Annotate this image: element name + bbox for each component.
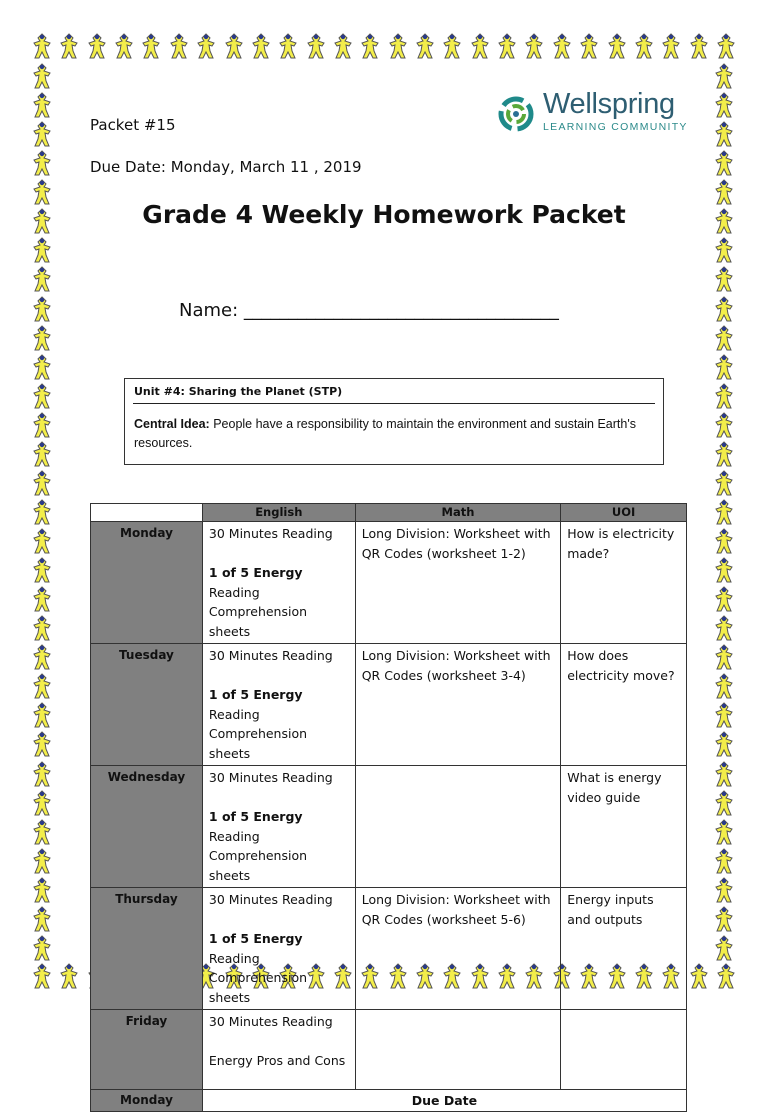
uoi-cell bbox=[561, 1010, 687, 1090]
border-figure-icon bbox=[30, 847, 56, 875]
border-figure-icon bbox=[30, 411, 56, 439]
english-task-detail: Reading Comprehension sheets bbox=[208, 950, 308, 1005]
border-figure-icon bbox=[712, 730, 738, 758]
table-row bbox=[91, 888, 687, 1010]
name-field-line: Name: ___________________________________ bbox=[179, 300, 559, 321]
border-figure-icon bbox=[712, 760, 738, 788]
border-figure-icon bbox=[304, 32, 328, 62]
unit-box bbox=[124, 378, 664, 465]
english-task: 30 Minutes Reading bbox=[208, 770, 333, 785]
border-figure-icon bbox=[712, 876, 738, 904]
border-figure-icon bbox=[30, 643, 56, 671]
due-date: Due Date: Monday, March 11 , 2019 bbox=[90, 158, 362, 176]
logo-wordmark: Wellspring bbox=[543, 88, 675, 120]
day-cell: Monday bbox=[91, 1090, 203, 1112]
math-cell bbox=[355, 766, 560, 888]
math-cell: Long Division: Worksheet with QR Codes (worksheet 1-2) bbox=[355, 522, 560, 644]
english-bold-task: 1 of 5 Energy bbox=[208, 809, 303, 824]
table-row bbox=[91, 766, 687, 888]
border-figure-icon bbox=[30, 91, 56, 119]
logo-subtitle: LEARNING COMMUNITY bbox=[543, 121, 688, 133]
border-figure-icon bbox=[712, 295, 738, 323]
math-cell: Long Division: Worksheet with QR Codes (worksheet 5-6) bbox=[355, 888, 560, 1010]
border-figure-icon bbox=[714, 32, 738, 62]
border-figure-icon bbox=[712, 498, 738, 526]
border-figure-icon bbox=[687, 32, 711, 62]
border-figure-icon bbox=[605, 32, 629, 62]
border-figure-icon bbox=[495, 32, 519, 62]
border-figure-icon bbox=[659, 32, 683, 62]
table-row bbox=[91, 522, 687, 644]
border-figure-icon bbox=[30, 295, 56, 323]
english-cell bbox=[202, 888, 355, 1010]
uoi-cell: What is energy video guide bbox=[561, 766, 687, 888]
border-figure-icon bbox=[249, 32, 273, 62]
border-figure-icon bbox=[712, 905, 738, 933]
border-figure-icon bbox=[30, 672, 56, 700]
border-figure-icon bbox=[139, 32, 163, 62]
border-figure-icon bbox=[712, 672, 738, 700]
column-header-math: Math bbox=[355, 504, 560, 522]
column-header-english: English bbox=[202, 504, 355, 522]
border-figure-icon bbox=[30, 353, 56, 381]
day-cell: Wednesday bbox=[91, 766, 203, 888]
border-figure-icon bbox=[712, 847, 738, 875]
math-cell: Long Division: Worksheet with QR Codes (worksheet 3-4) bbox=[355, 644, 560, 766]
unit-divider bbox=[133, 403, 655, 404]
border-figure-icon bbox=[30, 701, 56, 729]
border-figure-icon bbox=[712, 934, 738, 962]
uoi-cell: How is electricity made? bbox=[561, 522, 687, 644]
border-figure-icon bbox=[30, 962, 54, 992]
page-title: Grade 4 Weekly Homework Packet bbox=[142, 200, 626, 229]
border-figure-icon bbox=[712, 324, 738, 352]
english-task-detail: Reading Comprehension sheets bbox=[208, 706, 308, 761]
border-figure-icon bbox=[712, 789, 738, 817]
central-idea-text: People have a responsibility to maintain the environment and sustain Earth's resources. bbox=[134, 417, 636, 450]
english-bold-task: 1 of 5 Energy bbox=[208, 687, 303, 702]
border-figure-icon bbox=[712, 527, 738, 555]
english-task: 30 Minutes Reading bbox=[208, 526, 333, 541]
border-figure-icon bbox=[712, 643, 738, 671]
border-figure-icon bbox=[276, 32, 300, 62]
border-figure-icon bbox=[30, 818, 56, 846]
border-figure-icon bbox=[30, 236, 56, 264]
border-figure-icon bbox=[331, 32, 355, 62]
border-figure-icon bbox=[468, 32, 492, 62]
border-figure-icon bbox=[712, 701, 738, 729]
border-figure-icon bbox=[57, 962, 81, 992]
border-figure-icon bbox=[57, 32, 81, 62]
border-figure-icon bbox=[194, 32, 218, 62]
border-figure-icon bbox=[30, 498, 56, 526]
uoi-cell: How does electricity move? bbox=[561, 644, 687, 766]
uoi-cell: Energy inputs and outputs bbox=[561, 888, 687, 1010]
border-figure-icon bbox=[712, 149, 738, 177]
table-row-due bbox=[91, 1090, 687, 1112]
english-task: 30 Minutes Reading bbox=[208, 1014, 333, 1029]
day-cell: Thursday bbox=[91, 888, 203, 1010]
border-figure-icon bbox=[413, 32, 437, 62]
border-figure-icon bbox=[30, 730, 56, 758]
day-cell: Monday bbox=[91, 522, 203, 644]
border-figure-icon bbox=[222, 32, 246, 62]
english-cell bbox=[202, 644, 355, 766]
border-figure-icon bbox=[30, 760, 56, 788]
english-cell bbox=[202, 1010, 355, 1090]
english-task-detail: Reading Comprehension sheets bbox=[208, 828, 308, 883]
border-figure-icon bbox=[30, 556, 56, 584]
border-figure-icon bbox=[712, 411, 738, 439]
english-cell bbox=[202, 766, 355, 888]
border-figure-icon bbox=[712, 818, 738, 846]
day-cell: Friday bbox=[91, 1010, 203, 1090]
border-figure-icon bbox=[522, 32, 546, 62]
border-figure-icon bbox=[30, 265, 56, 293]
border-right bbox=[712, 62, 738, 962]
table-row bbox=[91, 1010, 687, 1090]
border-figure-icon bbox=[30, 382, 56, 410]
border-figure-icon bbox=[712, 265, 738, 293]
border-top bbox=[30, 32, 738, 62]
english-cell bbox=[202, 522, 355, 644]
central-idea bbox=[134, 415, 650, 453]
border-figure-icon bbox=[712, 556, 738, 584]
border-figure-icon bbox=[712, 236, 738, 264]
table-row bbox=[91, 644, 687, 766]
english-task: 30 Minutes Reading bbox=[208, 892, 333, 907]
border-figure-icon bbox=[712, 469, 738, 497]
border-figure-icon bbox=[440, 32, 464, 62]
packet-number: Packet #15 bbox=[90, 116, 176, 134]
border-left bbox=[30, 62, 56, 962]
english-bold-task: 1 of 5 Energy bbox=[208, 565, 303, 580]
border-figure-icon bbox=[712, 382, 738, 410]
border-figure-icon bbox=[30, 876, 56, 904]
border-figure-icon bbox=[386, 32, 410, 62]
english-task-detail: Reading Comprehension sheets bbox=[208, 584, 308, 639]
homework-table bbox=[90, 503, 687, 1112]
border-figure-icon bbox=[30, 585, 56, 613]
border-figure-icon bbox=[712, 353, 738, 381]
border-figure-icon bbox=[358, 32, 382, 62]
border-figure-icon bbox=[30, 905, 56, 933]
due-date-cell: Due Date bbox=[202, 1090, 686, 1112]
central-idea-label: Central Idea: bbox=[134, 417, 210, 431]
border-figure-icon bbox=[30, 149, 56, 177]
border-figure-icon bbox=[30, 469, 56, 497]
border-figure-icon bbox=[30, 120, 56, 148]
column-header-blank bbox=[91, 504, 203, 522]
border-figure-icon bbox=[85, 32, 109, 62]
border-figure-icon bbox=[112, 32, 136, 62]
border-figure-icon bbox=[712, 614, 738, 642]
border-figure-icon bbox=[577, 32, 601, 62]
border-figure-icon bbox=[30, 614, 56, 642]
english-bold-task: 1 of 5 Energy bbox=[208, 931, 303, 946]
table-header-row bbox=[91, 504, 687, 522]
border-figure-icon bbox=[30, 62, 56, 90]
unit-heading: Unit #4: Sharing the Planet (STP) bbox=[134, 385, 343, 398]
border-figure-icon bbox=[712, 440, 738, 468]
border-figure-icon bbox=[712, 62, 738, 90]
border-figure-icon bbox=[687, 962, 711, 992]
border-figure-icon bbox=[712, 585, 738, 613]
english-task: 30 Minutes Reading bbox=[208, 648, 333, 663]
border-figure-icon bbox=[30, 324, 56, 352]
border-figure-icon bbox=[30, 789, 56, 817]
day-cell: Tuesday bbox=[91, 644, 203, 766]
border-figure-icon bbox=[550, 32, 574, 62]
border-figure-icon bbox=[632, 32, 656, 62]
column-header-uoi: UOI bbox=[561, 504, 687, 522]
english-task-detail: Energy Pros and Cons bbox=[208, 1053, 346, 1068]
border-figure-icon bbox=[167, 32, 191, 62]
border-figure-icon bbox=[30, 440, 56, 468]
math-cell bbox=[355, 1010, 560, 1090]
border-figure-icon bbox=[712, 91, 738, 119]
border-figure-icon bbox=[30, 527, 56, 555]
border-figure-icon bbox=[712, 120, 738, 148]
border-figure-icon bbox=[30, 32, 54, 62]
border-figure-icon bbox=[30, 934, 56, 962]
border-figure-icon bbox=[714, 962, 738, 992]
